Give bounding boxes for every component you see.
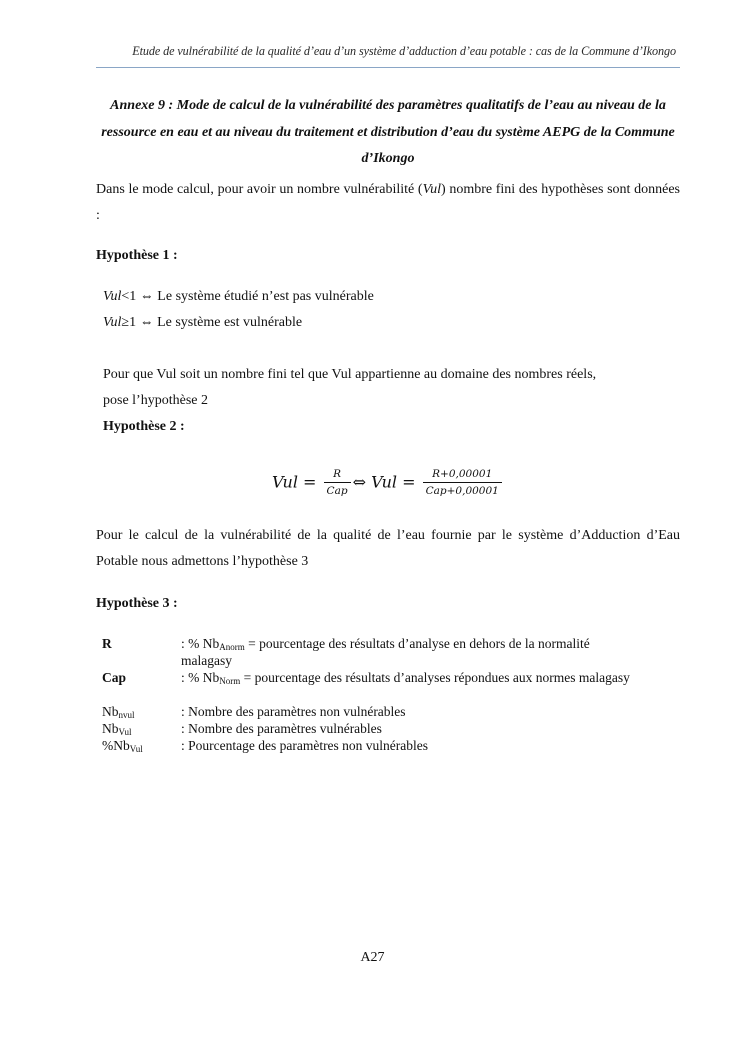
- hypothesis-1-line-2-text: ≥1 ⇔ Le système est vulnérable: [121, 315, 303, 330]
- hypothesis-3-table: [102, 635, 642, 754]
- page-number: A27: [360, 950, 385, 965]
- row-description: : Pourcentage des paramètres non vulnérables: [181, 738, 429, 753]
- row-description: [181, 635, 642, 669]
- hypothesis-3-heading: Hypothèse 3 :: [96, 596, 178, 611]
- description-text: = pourcentage des résultats d’analyse en dehors de la normalité malagasy: [181, 636, 590, 668]
- equivalence-symbol: ⇔: [352, 472, 366, 492]
- table-row: [102, 720, 642, 737]
- hypothesis-1-line-1: [103, 284, 374, 310]
- intro-paragraph: [96, 177, 680, 229]
- paragraph-2-line-2: pose l’hypothèse 2: [103, 393, 208, 408]
- fraction-numerator: R: [324, 468, 351, 483]
- paragraph-3: Pour le calcul de la vulnérabilité de la qualité de l’eau fournie par le système d’Adduction d’Eau Potable nous admettons l’hypothèse 3: [96, 528, 680, 569]
- table-row: [102, 669, 642, 686]
- row-key: [102, 703, 181, 720]
- fraction-r-over-cap: [324, 468, 351, 498]
- fraction-numerator: R+0,00001: [423, 468, 502, 483]
- hypothesis-1-heading: Hypothèse 1 :: [96, 248, 178, 263]
- table-row: [102, 635, 642, 669]
- key-text: Nb: [102, 704, 119, 719]
- description-text: = pourcentage des résultats d’analyses répondues aux normes malagasy: [240, 670, 630, 685]
- annex-title: Annexe 9 : Mode de calcul de la vulnérabilité des paramètres qualitatifs de l’eau au niveau de la ressource en eau et au niveau du traitement et distribution d’eau du système AEPG de la Commune d’Ikongo: [101, 98, 675, 166]
- fraction-denominator: Cap+0,00001: [425, 485, 499, 497]
- row-key: Cap: [102, 670, 127, 685]
- table-row: [102, 737, 642, 754]
- header-rule: [96, 67, 680, 68]
- row-description: : Nombre des paramètres vulnérables: [181, 721, 382, 736]
- description-prefix: : % Nb: [181, 636, 220, 651]
- running-header: Etude de vulnérabilité de la qualité d’eau d’un système d’adduction d’eau potable : cas de la Commune d’Ikongo: [132, 44, 676, 58]
- row-key: [102, 737, 181, 754]
- table-row: [102, 703, 642, 720]
- formula-lhs-2: Vul =: [371, 472, 416, 492]
- description-subscript: Anorm: [219, 642, 245, 652]
- formula-lhs-1: Vul =: [272, 472, 317, 492]
- hypothesis-1-line-1-text: <1 ⇔ Le système étudié n’est pas vulnérable: [121, 289, 374, 304]
- key-text: Nb: [102, 721, 119, 736]
- intro-var: Vul: [422, 182, 441, 197]
- hypothesis-2-heading: Hypothèse 2 :: [103, 419, 185, 434]
- hypothesis-1-line-2: [103, 310, 302, 336]
- key-subscript: Vul: [129, 744, 143, 754]
- row-description: [181, 669, 642, 686]
- key-subscript: Vul: [118, 727, 132, 737]
- vul-var: Vul: [103, 315, 122, 330]
- intro-text-before: Dans le mode calcul, pour avoir un nombre vulnérabilité (: [96, 182, 423, 197]
- description-subscript: Norm: [219, 676, 241, 686]
- paragraph-2-line-1: Pour que Vul soit un nombre fini tel que Vul appartienne au domaine des nombres réels,: [103, 367, 597, 382]
- vul-var: Vul: [103, 289, 122, 304]
- fraction-adjusted: [423, 468, 502, 498]
- vulnerability-formula: [272, 468, 504, 498]
- row-description: : Nombre des paramètres non vulnérables: [181, 704, 406, 719]
- row-key: [102, 720, 181, 737]
- key-subscript: nvul: [118, 710, 135, 720]
- intro-text-after: ) nombre fini des hypothèses sont données :: [96, 182, 680, 223]
- fraction-denominator: Cap: [326, 485, 348, 497]
- key-text: %Nb: [102, 738, 130, 753]
- description-prefix: : % Nb: [181, 670, 220, 685]
- row-key: R: [102, 636, 112, 651]
